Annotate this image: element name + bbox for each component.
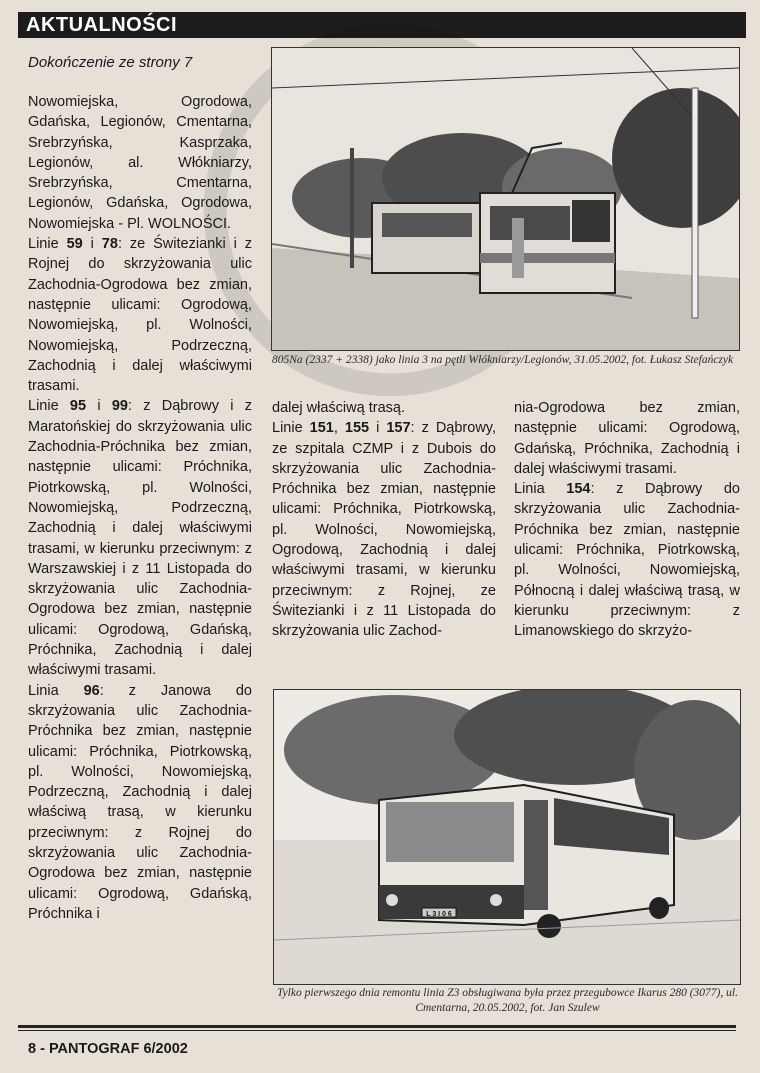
paragraph: Linie 151, 155 i 157: z Dąbrowy, ze szpitala CZMP i z Dubois do skrzyżowania ulic Zachodnia-Próchnika bez zmian, następnie ulicami: Próchnika, Piotrkowską, pl. Wolności, Nowomiejską, Ogrodową, Zachodnią i dalej właściwymi trasami, w kierunku przeciwnym: z Rojnej, ze Świtezianki i z 11 Listopada do skrzyżowania ulic Zachod- [272, 420, 496, 640]
paragraph: Linie 95 i 99: z Dąbrowy i z Maratońskiej do skrzyżowania ulic Zachodnia-Próchnika bez zmian, następnie ulicami: Próchnika, Piotrkowską, pl. Wolności, Nowomiejską, Podrzeczną, Zachodnią i dalej właściwymi trasami, w kierunku przeciwnym: z Warszawskiej i z 11 Listopada do skrzyżowania ulic Zachodnia-Ogrodowa bez zmian, następnie ulicami: Ogrodową, Gdańską, Próchnika, Zachodnią i dalej właściwymi trasami. [28, 398, 252, 679]
paragraph: Linie 59 i 78: ze Świtezianki i z Rojnej do skrzyżowania ulic Zachodnia-Ogrodowa bez zmian, następnie ulicami: Ogrodową, Nowomiejską, pl. Wolności, Nowomiejską, Podrzeczną, Zachodnią i dalej właściwymi trasami. [28, 236, 252, 395]
page-footer: 8 - PANTOGRAF 6/2002 [28, 1041, 188, 1057]
article-column-3 [514, 398, 740, 642]
continued-from-note: Dokończenie ze strony 7 [28, 54, 193, 71]
tram-illustration [272, 48, 739, 350]
bus-photo [273, 689, 741, 985]
footer-rule [18, 1025, 736, 1028]
section-title: AKTUALNOŚCI [26, 14, 178, 36]
bus-photo-caption: Tylko pierwszego dnia remontu linia Z3 obsługiwana była przez przegubowce Ikarus 280 (3077), ul. Cmentarna, 20.05.2002, fot. Jan Szulew [277, 987, 738, 1014]
paragraph: dalej właściwą trasą. [272, 400, 405, 416]
paragraph: Linia 154: z Dąbrowy do skrzyżowania ulic Zachodnia-Próchnika bez zmian, następnie ulicami: Próchnika, Piotrkowską, pl. Wolności, Nowomiejską, Północną i dalej właściwą trasą, w kierunku przeciwnym: z Limanowskiego do skrzyżo- [514, 481, 740, 640]
license-plate: L 3 I 0 6 [426, 911, 452, 918]
bus-illustration [274, 690, 740, 984]
paragraph: nia-Ogrodowa bez zmian, następnie ulicami: Ogrodową, Gdańską, Próchnika, Zachodnią i dalej właściwymi trasami. [514, 400, 740, 477]
footer-rule-thin [18, 1030, 736, 1031]
article-column-1 [28, 92, 252, 924]
paragraph: Nowomiejska, Ogrodowa, Gdańska, Legionów, Cmentarna, Srebrzyńska, Kasprzaka, Legionów, al. Włókniarzy, Srebrzyńska, Cmentarna, Legionów, Gdańska, Ogrodowa, Nowomiejska - Pl. WOLNOŚCI. [28, 94, 252, 232]
tram-photo [271, 47, 740, 351]
tram-photo-caption: 805Na (2337 + 2338) jako linia 3 na pętli Włókniarzy/Legionów, 31.05.2002, fot. Łukasz Stefańczyk [272, 354, 734, 366]
paragraph: Linia 96: z Janowa do skrzyżowania ulic Zachodnia-Próchnika bez zmian, następnie ulicami: Próchnika, Piotrkowską, pl. Wolności, Nowomiejską, Podrzeczną, Zachodnią i dalej właściwą trasą, w kierunku przeciwnym: z Rojnej do skrzyżowania ulic Zachodnia-Ogrodowa bez zmian, następnie ulicami: Ogrodową, Gdańską, Próchnika i [28, 682, 252, 922]
article-column-2 [272, 398, 496, 642]
